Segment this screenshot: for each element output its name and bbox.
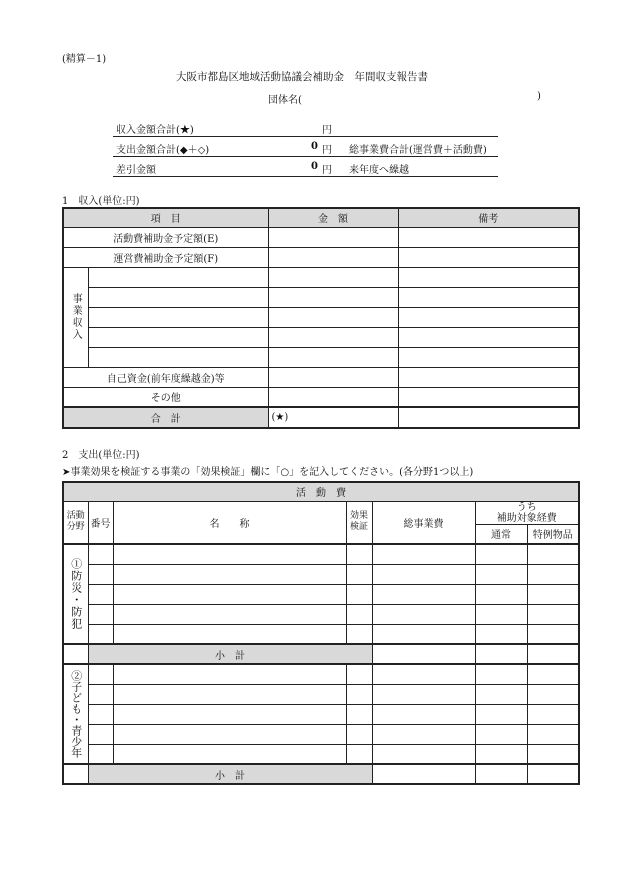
total-cost-column-header: 総事業費 bbox=[372, 501, 475, 544]
number-cell[interactable] bbox=[88, 684, 113, 704]
difference-unit: 円 bbox=[322, 165, 332, 176]
business-income-item-cell[interactable] bbox=[88, 327, 268, 347]
difference-note: 来年度へ繰越 bbox=[349, 165, 409, 176]
income-row-operation-subsidy: 運営費補助金予定額(F) bbox=[63, 247, 268, 267]
amount-cell[interactable] bbox=[268, 267, 398, 287]
expense-section-title: 2 支出(単位:円) bbox=[62, 450, 140, 461]
name-cell[interactable] bbox=[113, 544, 346, 564]
number-cell[interactable] bbox=[88, 704, 113, 724]
subtotal-total-cost-cell[interactable] bbox=[372, 644, 475, 664]
effect-cell[interactable] bbox=[346, 584, 372, 604]
subtotal-label: 小 計 bbox=[88, 644, 372, 664]
total-cost-cell[interactable] bbox=[372, 544, 475, 564]
expense-total-value: 0 bbox=[311, 141, 318, 152]
number-cell[interactable] bbox=[88, 584, 113, 604]
name-cell[interactable] bbox=[113, 724, 346, 744]
income-total-value: (★) bbox=[268, 407, 398, 428]
remarks-cell[interactable] bbox=[398, 247, 579, 267]
income-total-unit: 円 bbox=[322, 125, 332, 136]
total-cost-cell[interactable] bbox=[372, 564, 475, 584]
remarks-cell[interactable] bbox=[398, 287, 579, 307]
summary-divider bbox=[113, 156, 498, 157]
effect-cell[interactable] bbox=[346, 624, 372, 644]
amount-cell[interactable] bbox=[268, 367, 398, 387]
effect-cell[interactable] bbox=[346, 604, 372, 624]
special-cell[interactable] bbox=[527, 664, 579, 684]
name-cell[interactable] bbox=[113, 744, 346, 764]
remarks-cell[interactable] bbox=[398, 407, 579, 428]
business-income-item-cell[interactable] bbox=[88, 347, 268, 367]
normal-cell[interactable] bbox=[475, 664, 527, 684]
amount-cell[interactable] bbox=[268, 287, 398, 307]
remarks-cell[interactable] bbox=[398, 227, 579, 247]
name-column-header: 名 称 bbox=[113, 501, 346, 544]
income-header-item: 項 目 bbox=[63, 208, 268, 227]
remarks-cell[interactable] bbox=[398, 327, 579, 347]
field-label-disaster-prevention: ①防災・防犯 bbox=[63, 544, 88, 644]
normal-cell[interactable] bbox=[475, 684, 527, 704]
organization-name-field[interactable] bbox=[333, 88, 533, 102]
special-cell[interactable] bbox=[527, 724, 579, 744]
page-title: 大阪市都島区地域活動協議会補助金 年間収支報告書 bbox=[176, 71, 428, 83]
normal-cell[interactable] bbox=[475, 744, 527, 764]
total-cost-cell[interactable] bbox=[372, 584, 475, 604]
subtotal-total-cost-cell[interactable] bbox=[372, 764, 475, 784]
number-cell[interactable] bbox=[88, 564, 113, 584]
business-income-item-cell[interactable] bbox=[88, 267, 268, 287]
effect-cell[interactable] bbox=[346, 704, 372, 724]
effect-cell[interactable] bbox=[346, 684, 372, 704]
normal-cell[interactable] bbox=[475, 604, 527, 624]
summary-divider bbox=[113, 136, 498, 137]
expense-table bbox=[62, 481, 580, 785]
normal-cell[interactable] bbox=[475, 564, 527, 584]
total-cost-cell[interactable] bbox=[372, 684, 475, 704]
amount-cell[interactable] bbox=[268, 307, 398, 327]
income-total-label-cell: 合 計 bbox=[63, 407, 268, 428]
subsidy-column-header: うち 補助対象経費 bbox=[475, 501, 579, 524]
number-cell[interactable] bbox=[88, 604, 113, 624]
organization-close-paren: ) bbox=[537, 91, 541, 102]
name-cell[interactable] bbox=[113, 564, 346, 584]
special-cell[interactable] bbox=[527, 684, 579, 704]
remarks-cell[interactable] bbox=[398, 367, 579, 387]
income-total-label: 収入金額合計(★) bbox=[116, 125, 194, 136]
special-column-header: 特例物品 bbox=[527, 524, 579, 544]
amount-cell[interactable] bbox=[268, 247, 398, 267]
subtotal-normal-cell[interactable] bbox=[475, 764, 527, 784]
effect-cell[interactable] bbox=[346, 744, 372, 764]
effect-cell[interactable] bbox=[346, 724, 372, 744]
number-cell[interactable] bbox=[88, 724, 113, 744]
expense-instruction: ➤事業効果を検証する事業の「効果検証」欄に「○」を記入してください。(各分野1つ以上) bbox=[62, 467, 474, 478]
income-row-activity-subsidy: 活動費補助金予定額(E) bbox=[63, 227, 268, 247]
name-cell[interactable] bbox=[113, 704, 346, 724]
amount-cell[interactable] bbox=[268, 327, 398, 347]
number-cell[interactable] bbox=[88, 624, 113, 644]
field-spacer bbox=[63, 764, 88, 784]
normal-cell[interactable] bbox=[475, 624, 527, 644]
normal-cell[interactable] bbox=[475, 704, 527, 724]
effect-cell[interactable] bbox=[346, 544, 372, 564]
effect-cell[interactable] bbox=[346, 564, 372, 584]
effect-cell[interactable] bbox=[346, 664, 372, 684]
remarks-cell[interactable] bbox=[398, 307, 579, 327]
document-code: (精算－1) bbox=[62, 54, 107, 65]
organization-label: 団体名( bbox=[268, 95, 302, 106]
income-table bbox=[62, 207, 580, 429]
name-cell[interactable] bbox=[113, 684, 346, 704]
total-cost-cell[interactable] bbox=[372, 664, 475, 684]
normal-column-header: 通常 bbox=[475, 524, 527, 544]
total-cost-cell[interactable] bbox=[372, 724, 475, 744]
expense-total-note: 総事業費合計(運営費＋活動費) bbox=[349, 145, 487, 156]
remarks-cell[interactable] bbox=[398, 347, 579, 367]
name-cell[interactable] bbox=[113, 664, 346, 684]
special-cell[interactable] bbox=[527, 604, 579, 624]
name-cell[interactable] bbox=[113, 584, 346, 604]
normal-cell[interactable] bbox=[475, 544, 527, 564]
normal-cell[interactable] bbox=[475, 584, 527, 604]
remarks-cell[interactable] bbox=[398, 267, 579, 287]
amount-cell[interactable] bbox=[268, 347, 398, 367]
normal-cell[interactable] bbox=[475, 724, 527, 744]
total-cost-cell[interactable] bbox=[372, 744, 475, 764]
number-cell[interactable] bbox=[88, 744, 113, 764]
business-income-item-cell[interactable] bbox=[88, 307, 268, 327]
income-row-other: その他 bbox=[63, 387, 268, 407]
total-cost-cell[interactable] bbox=[372, 704, 475, 724]
total-cost-cell[interactable] bbox=[372, 624, 475, 644]
income-header-amount: 金 額 bbox=[268, 208, 398, 227]
income-row-own-funds: 自己資金(前年度繰越金)等 bbox=[63, 367, 268, 387]
special-cell[interactable] bbox=[527, 544, 579, 564]
subtotal-normal-cell[interactable] bbox=[475, 644, 527, 664]
expense-total-unit: 円 bbox=[322, 145, 332, 156]
special-cell[interactable] bbox=[527, 624, 579, 644]
effect-column-header: 効果検証 bbox=[346, 501, 372, 544]
amount-cell[interactable] bbox=[268, 387, 398, 407]
special-cell[interactable] bbox=[527, 704, 579, 724]
name-cell[interactable] bbox=[113, 624, 346, 644]
field-label-children-youth: ②子ども・青少年 bbox=[63, 664, 88, 764]
number-cell[interactable] bbox=[88, 544, 113, 564]
special-cell[interactable] bbox=[527, 744, 579, 764]
field-column-header: 活動分野 bbox=[63, 501, 88, 544]
income-header-remarks: 備考 bbox=[398, 208, 579, 227]
income-section-title: 1 収入(単位:円) bbox=[62, 196, 140, 207]
special-cell[interactable] bbox=[527, 564, 579, 584]
difference-value: 0 bbox=[311, 161, 318, 172]
number-cell[interactable] bbox=[88, 664, 113, 684]
subtotal-label: 小 計 bbox=[88, 764, 372, 784]
field-spacer bbox=[63, 644, 88, 664]
expense-total-label: 支出金額合計(◆＋◇) bbox=[116, 145, 210, 156]
amount-cell[interactable] bbox=[268, 227, 398, 247]
total-cost-cell[interactable] bbox=[372, 604, 475, 624]
special-cell[interactable] bbox=[527, 584, 579, 604]
number-column-header: 番号 bbox=[88, 501, 113, 544]
summary-divider bbox=[113, 176, 498, 177]
business-income-label: 事業収入 bbox=[63, 267, 88, 367]
name-cell[interactable] bbox=[113, 604, 346, 624]
difference-label: 差引金額 bbox=[116, 165, 156, 176]
business-income-item-cell[interactable] bbox=[88, 287, 268, 307]
subtotal-special-cell[interactable] bbox=[527, 644, 579, 664]
remarks-cell[interactable] bbox=[398, 387, 579, 407]
activity-cost-header: 活 動 費 bbox=[63, 482, 579, 501]
subtotal-special-cell[interactable] bbox=[527, 764, 579, 784]
